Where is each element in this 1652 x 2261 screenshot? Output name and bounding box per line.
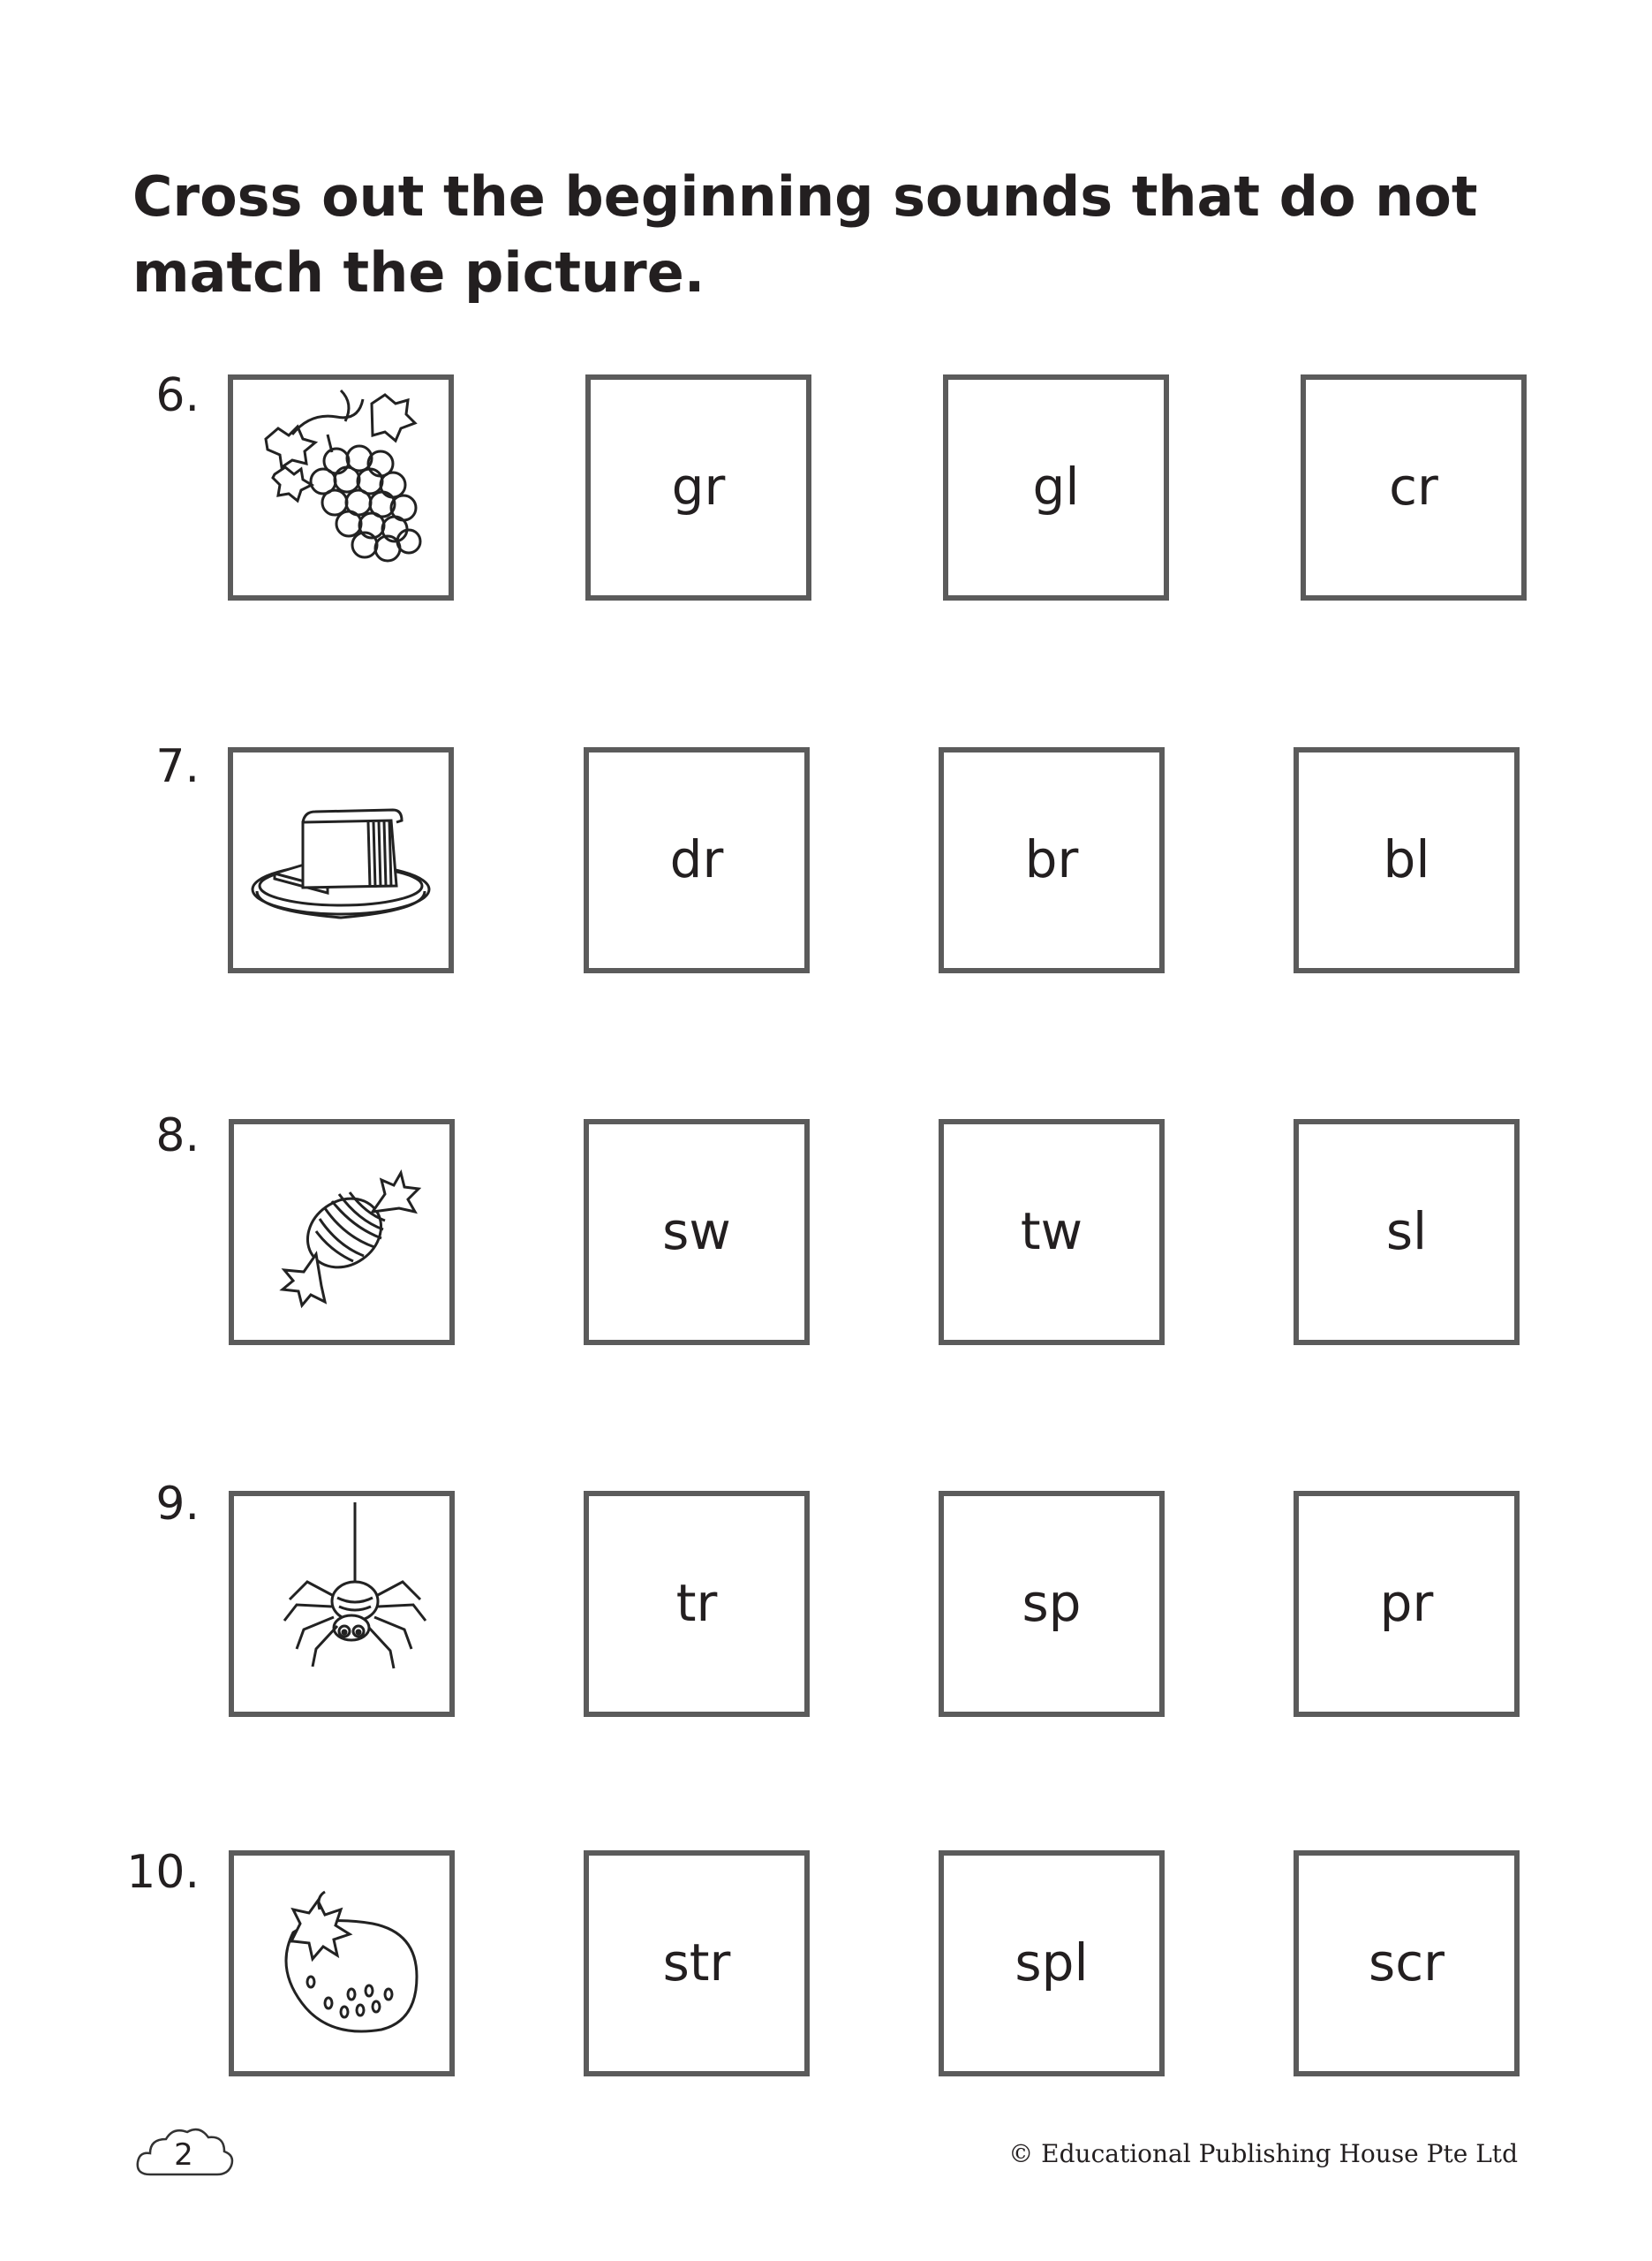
page-number-cloud	[131, 2120, 237, 2190]
sound-option-label: sp	[1022, 1573, 1082, 1633]
grapes-icon	[239, 386, 442, 589]
sound-option-label: dr	[669, 829, 724, 889]
sound-option-box[interactable]	[939, 1119, 1165, 1345]
sound-option-box[interactable]	[939, 1491, 1165, 1717]
sound-option-label: spl	[1015, 1932, 1089, 1993]
picture-box	[229, 1491, 455, 1717]
sound-option-box[interactable]	[1301, 374, 1527, 601]
sound-option-label: sw	[662, 1201, 731, 1261]
sound-option-box[interactable]	[584, 1491, 810, 1717]
question-number: 10.	[126, 1846, 200, 1899]
sound-option-label: scr	[1369, 1932, 1445, 1993]
spider-icon	[240, 1502, 443, 1705]
sound-option-box[interactable]	[939, 747, 1165, 973]
sound-option-label: cr	[1389, 457, 1438, 517]
sound-option-box[interactable]	[1294, 1491, 1520, 1717]
bread-icon	[239, 759, 442, 962]
instruction-heading: Cross out the beginning sounds that do not match the picture.	[132, 164, 1478, 305]
sound-option-label: bl	[1383, 829, 1430, 889]
question-number: 7.	[155, 740, 200, 793]
question-number: 6.	[155, 369, 200, 422]
sound-option-label: pr	[1379, 1573, 1434, 1633]
sound-option-box[interactable]	[585, 374, 811, 601]
sound-option-box[interactable]	[584, 1850, 810, 2076]
sound-option-box[interactable]	[943, 374, 1169, 601]
sound-option-box[interactable]	[584, 1119, 810, 1345]
sound-option-box[interactable]	[584, 747, 810, 973]
sound-option-box[interactable]	[1294, 1119, 1520, 1345]
question-number: 8.	[155, 1109, 200, 1162]
sound-option-box[interactable]	[1294, 1850, 1520, 2076]
picture-box	[229, 1119, 455, 1345]
copyright-text: © Educational Publishing House Pte Ltd	[1008, 2139, 1518, 2168]
sweet-icon	[240, 1130, 443, 1334]
sound-option-label: gl	[1032, 457, 1080, 517]
strawberry-icon	[240, 1862, 443, 2065]
sound-option-label: str	[662, 1932, 731, 1993]
sound-option-box[interactable]	[939, 1850, 1165, 2076]
picture-box	[228, 747, 454, 973]
picture-box	[228, 374, 454, 601]
question-number: 9.	[155, 1478, 200, 1531]
sound-option-label: tr	[675, 1573, 718, 1633]
sound-option-label: sl	[1385, 1201, 1428, 1261]
sound-option-label: tw	[1020, 1201, 1083, 1261]
page-number: 2	[174, 2137, 193, 2173]
sound-option-box[interactable]	[1294, 747, 1520, 973]
sound-option-label: br	[1024, 829, 1079, 889]
picture-box	[229, 1850, 455, 2076]
sound-option-label: gr	[671, 457, 726, 517]
